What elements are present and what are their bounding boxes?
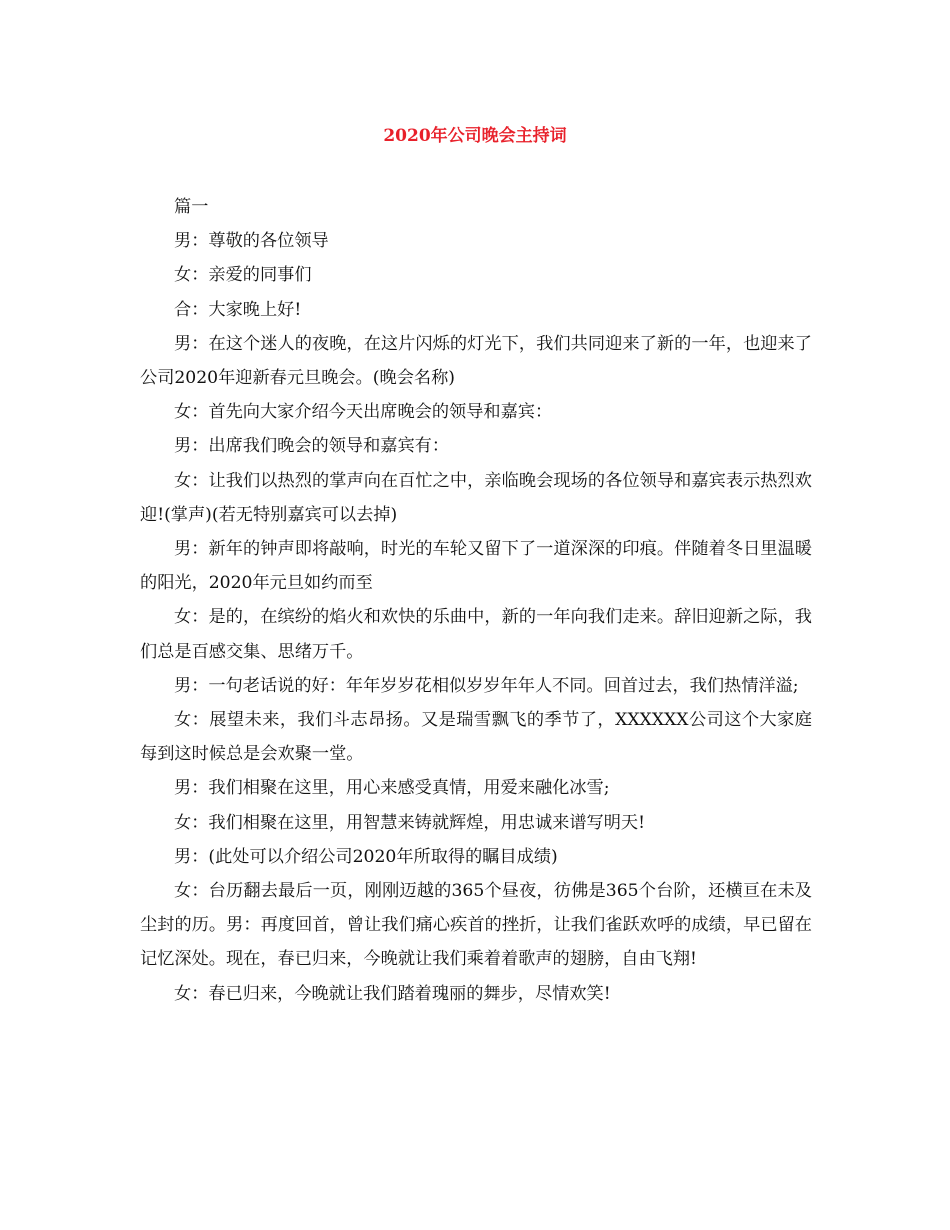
document-title: 2020年公司晚会主持词: [383, 126, 567, 146]
paragraph: 男：我们相聚在这里，用心来感受真情，用爱来融化冰雪;: [174, 778, 610, 799]
paragraph: 男：新年的钟声即将敲响，时光的车轮又留下了一道深深的印痕。伴随着冬日里温暖的阳光，2020年元旦如约而至: [140, 539, 812, 594]
paragraph: 男：(此处可以介绍公司2020年所取得的瞩目成绩): [174, 846, 558, 867]
paragraph: 男：在这个迷人的夜晚，在这片闪烁的灯光下，我们共同迎来了新的一年，也迎来了公司2020年迎新春元旦晚会。(晚会名称): [140, 333, 812, 389]
paragraph: 男：尊敬的各位领导: [174, 231, 329, 252]
document-body: [140, 190, 812, 1011]
paragraph: 女：台历翻去最后一页，刚刚迈越的365个昼夜，彷佛是365个台阶，还横亘在未及尘封的历。男：再度回首，曾让我们痛心疾首的挫折，让我们雀跃欢呼的成绩，早已留在记忆深处。现在，春已归来，今晚就让我们乘着着歌声的翅膀，自由飞翔!: [140, 881, 812, 970]
paragraph: 女：首先向大家介绍今天出席晚会的领导和嘉宾：: [174, 402, 553, 423]
paragraph-section-heading: 篇一: [174, 197, 209, 217]
paragraph: 女：亲爱的同事们: [174, 265, 312, 286]
paragraph: 男：出席我们晚会的领导和嘉宾有：: [174, 436, 450, 457]
paragraph: 女：是的，在缤纷的焰火和欢快的乐曲中，新的一年向我们走来。辞旧迎新之际，我们总是百感交集、思绪万千。: [140, 607, 812, 662]
paragraph: 男：一句老话说的好：年年岁岁花相似岁岁年年人不同。回首过去，我们热情洋溢;: [174, 675, 799, 696]
paragraph: 女：我们相聚在这里，用智慧来铸就辉煌，用忠诚来谱写明天!: [174, 812, 645, 833]
paragraph: 女：让我们以热烈的掌声向在百忙之中，亲临晚会现场的各位领导和嘉宾表示热烈欢迎!(掌声)(若无特别嘉宾可以去掉): [140, 470, 812, 525]
paragraph: 女：春已归来，今晚就让我们踏着瑰丽的舞步，尽情欢笑!: [174, 983, 611, 1004]
paragraph: 女：展望未来，我们斗志昂扬。又是瑞雪飘飞的季节了，XXXXXX公司这个大家庭每到这时候总是会欢聚一堂。: [140, 710, 812, 765]
paragraph: 合：大家晚上好!: [174, 299, 302, 320]
